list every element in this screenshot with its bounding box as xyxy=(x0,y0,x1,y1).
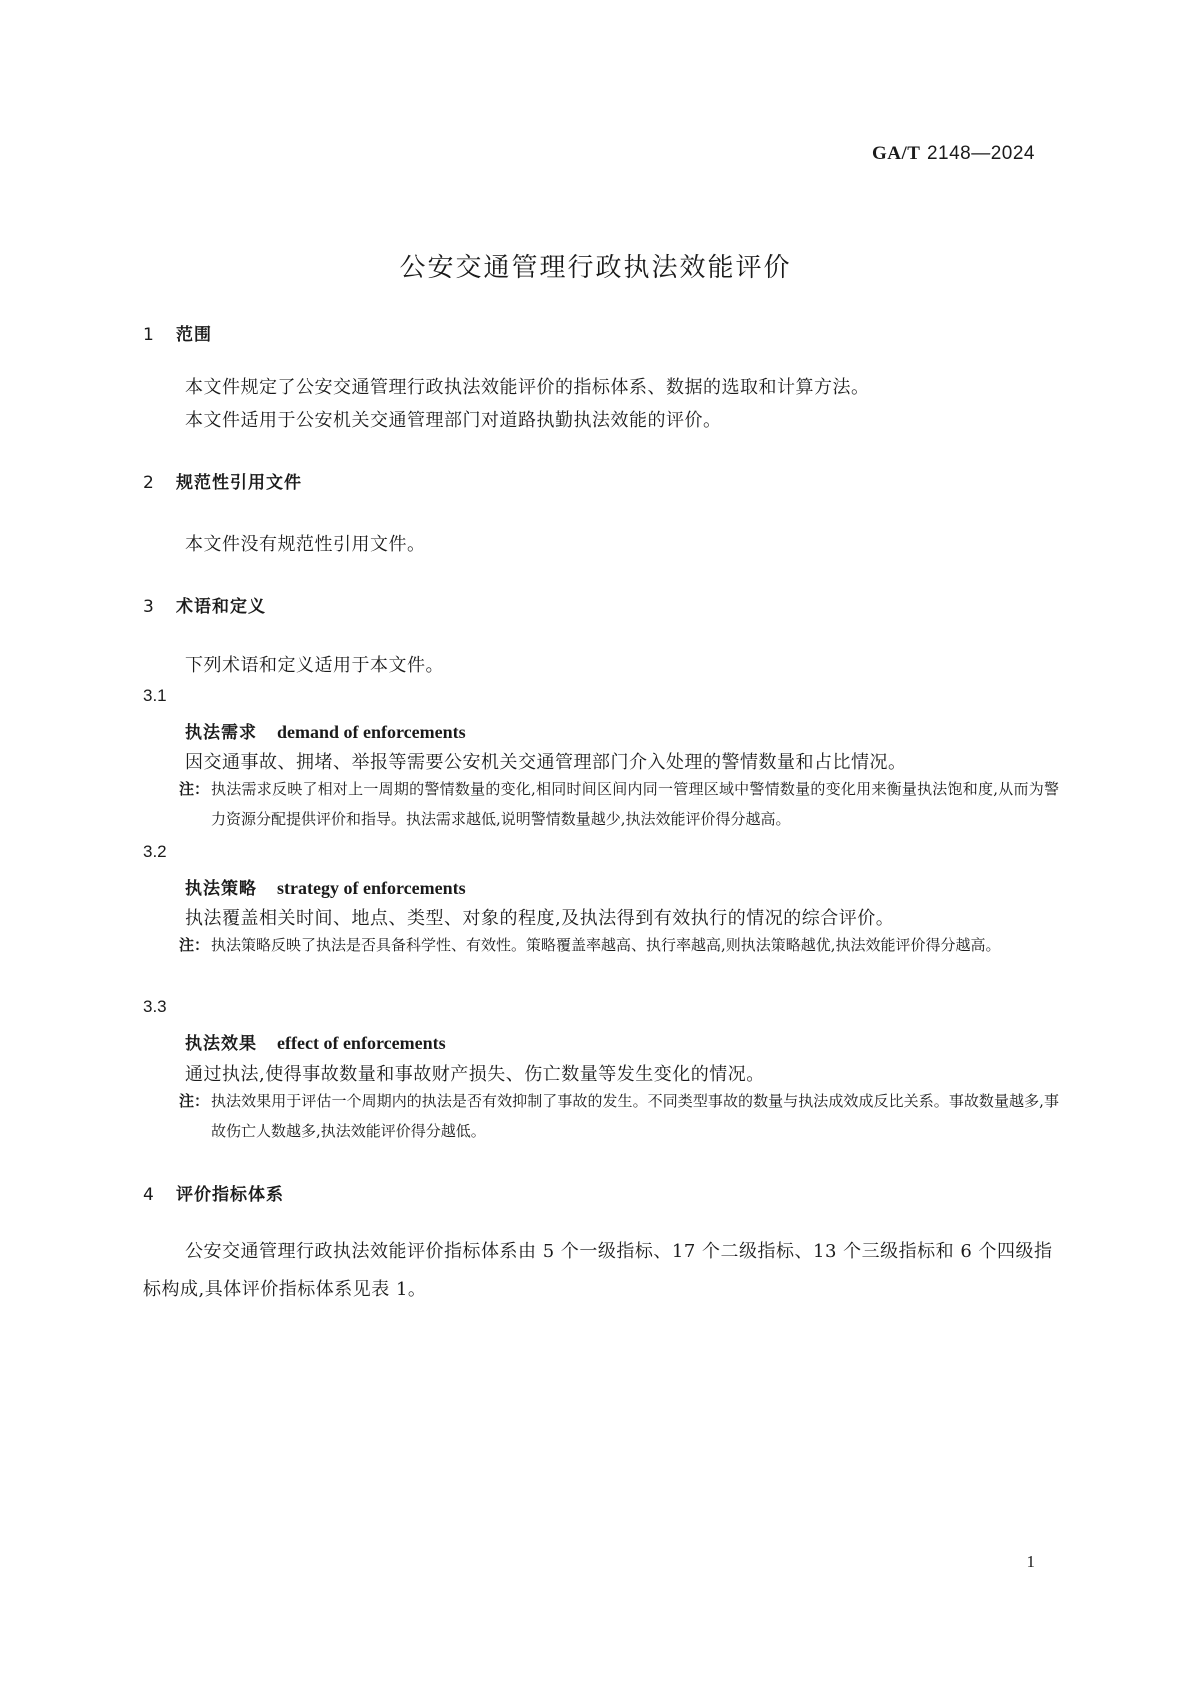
term-heading xyxy=(185,1029,446,1054)
clause-number: 3.1 xyxy=(143,686,167,705)
section-title: 评价指标体系 xyxy=(176,1185,284,1205)
paragraph: 公安交通管理行政执法效能评价指标体系由 5 个一级指标、17 个二级指标、13 个三级指标和 6 个四级指标构成,具体评价指标体系见表 1。 xyxy=(143,1241,1053,1300)
term-heading xyxy=(185,874,466,899)
section-number: 3 xyxy=(143,597,155,617)
term-en: strategy of enforcements xyxy=(277,878,466,898)
section-number: 4 xyxy=(143,1185,155,1205)
note-label: 注： xyxy=(179,936,210,954)
paragraph: 本文件适用于公安机关交通管理部门对道路执勤执法效能的评价。 xyxy=(185,410,722,431)
paragraph: 本文件没有规范性引用文件。 xyxy=(185,534,426,555)
term-zh: 执法需求 xyxy=(185,723,257,743)
standard-number: 2148—2024 xyxy=(926,143,1035,164)
section-number: 2 xyxy=(143,473,155,493)
term-note xyxy=(179,930,1059,960)
term-heading xyxy=(185,718,466,743)
section-4-heading xyxy=(143,1180,284,1205)
section-title: 范围 xyxy=(176,325,212,345)
paragraph: 下列术语和定义适用于本文件。 xyxy=(185,655,444,676)
section-number: 1 xyxy=(143,325,155,345)
section-title: 术语和定义 xyxy=(176,597,266,617)
term-definition: 因交通事故、拥堵、举报等需要公安机关交通管理部门介入处理的警情数量和占比情况。 xyxy=(185,752,907,773)
term-zh: 执法效果 xyxy=(185,1034,257,1054)
section-3-heading xyxy=(143,592,266,617)
clause-number: 3.2 xyxy=(143,842,167,861)
section-title: 规范性引用文件 xyxy=(176,473,302,493)
page-number: 1 xyxy=(1026,1552,1035,1571)
term-note xyxy=(179,1086,1059,1146)
paragraph: 本文件规定了公安交通管理行政执法效能评价的指标体系、数据的选取和计算方法。 xyxy=(185,377,870,398)
document-title: 公安交通管理行政执法效能评价 xyxy=(399,253,792,283)
clause-number: 3.3 xyxy=(143,997,167,1016)
term-en: effect of enforcements xyxy=(277,1033,446,1053)
term-en: demand of enforcements xyxy=(277,722,466,742)
standard-code xyxy=(872,142,1035,165)
term-zh: 执法策略 xyxy=(185,879,257,899)
standard-prefix: GA/T xyxy=(871,143,921,164)
section-2-heading xyxy=(143,468,302,493)
note-label: 注： xyxy=(179,1092,210,1110)
note-label: 注： xyxy=(179,780,210,798)
section-1-heading xyxy=(143,320,212,345)
note-text: 执法效果用于评估一个周期内的执法是否有效抑制了事故的发生。不同类型事故的数量与执法成效成反比关系。事故数量越多,事故伤亡人数越多,执法效能评价得分越低。 xyxy=(211,1092,1059,1140)
term-note xyxy=(179,774,1059,834)
note-text: 执法需求反映了相对上一周期的警情数量的变化,相同时间区间内同一管理区域中警情数量的变化用来衡量执法饱和度,从而为警力资源分配提供评价和指导。执法需求越低,说明警情数量越少,执法效能评价得分越高。 xyxy=(211,780,1059,828)
term-definition: 执法覆盖相关时间、地点、类型、对象的程度,及执法得到有效执行的情况的综合评价。 xyxy=(185,908,895,929)
note-text: 执法策略反映了执法是否具备科学性、有效性。策略覆盖率越高、执行率越高,则执法策略越优,执法效能评价得分越高。 xyxy=(211,936,1001,954)
term-definition: 通过执法,使得事故数量和事故财产损失、伤亡数量等发生变化的情况。 xyxy=(185,1064,765,1085)
